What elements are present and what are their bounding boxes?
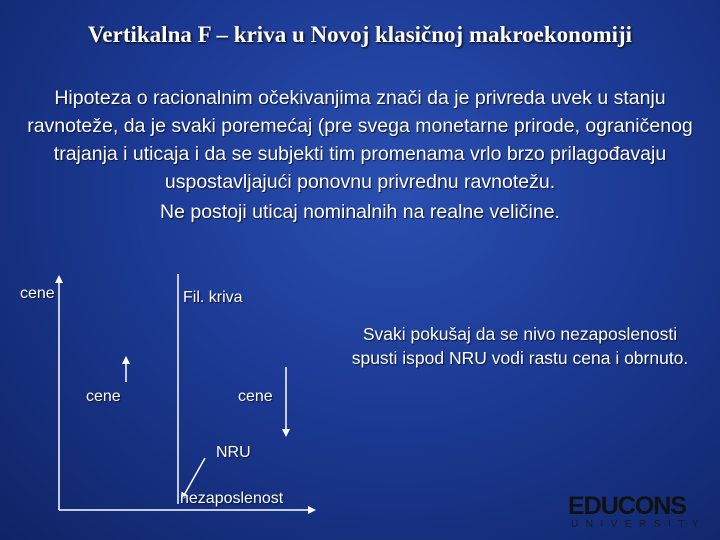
logo-sub: UNIVERSITY — [571, 519, 707, 530]
phillips-curve-label: Fil. kriva — [183, 289, 243, 306]
paragraph-no-influence: Ne postoji uticaj nominalnih na realne veličine. — [160, 201, 560, 223]
note-text: Svaki pokušaj da se nivo nezaposlenosti spusti ispod NRU vodi rastu cena i obrnuto. — [351, 324, 689, 368]
educons-logo — [568, 492, 707, 530]
paragraph-hypothesis: Hipoteza o racionalnim očekivanjima znači da je privreda uvek u stanju ravnoteže, da je svaki poremećaj (pre svega monetarne prirode, ograničenog trajanja i uticaja i da se subjekti tim promenama vrlo brzo prilagođavaju uspostavljajući ponovnu privrednu ravnotežu. — [27, 87, 693, 193]
y-axis-label: cene — [20, 285, 55, 302]
left-prices-label: cene — [86, 388, 121, 405]
slide-title: Vertikalna F – kriva u Novoj klasičnoj makroekonomiji — [87, 22, 633, 47]
x-axis-label: nezaposlenost — [180, 490, 284, 507]
nru-label: NRU — [216, 444, 251, 461]
right-prices-label: cene — [238, 388, 273, 405]
logo-word: EDUCONS — [568, 492, 687, 520]
